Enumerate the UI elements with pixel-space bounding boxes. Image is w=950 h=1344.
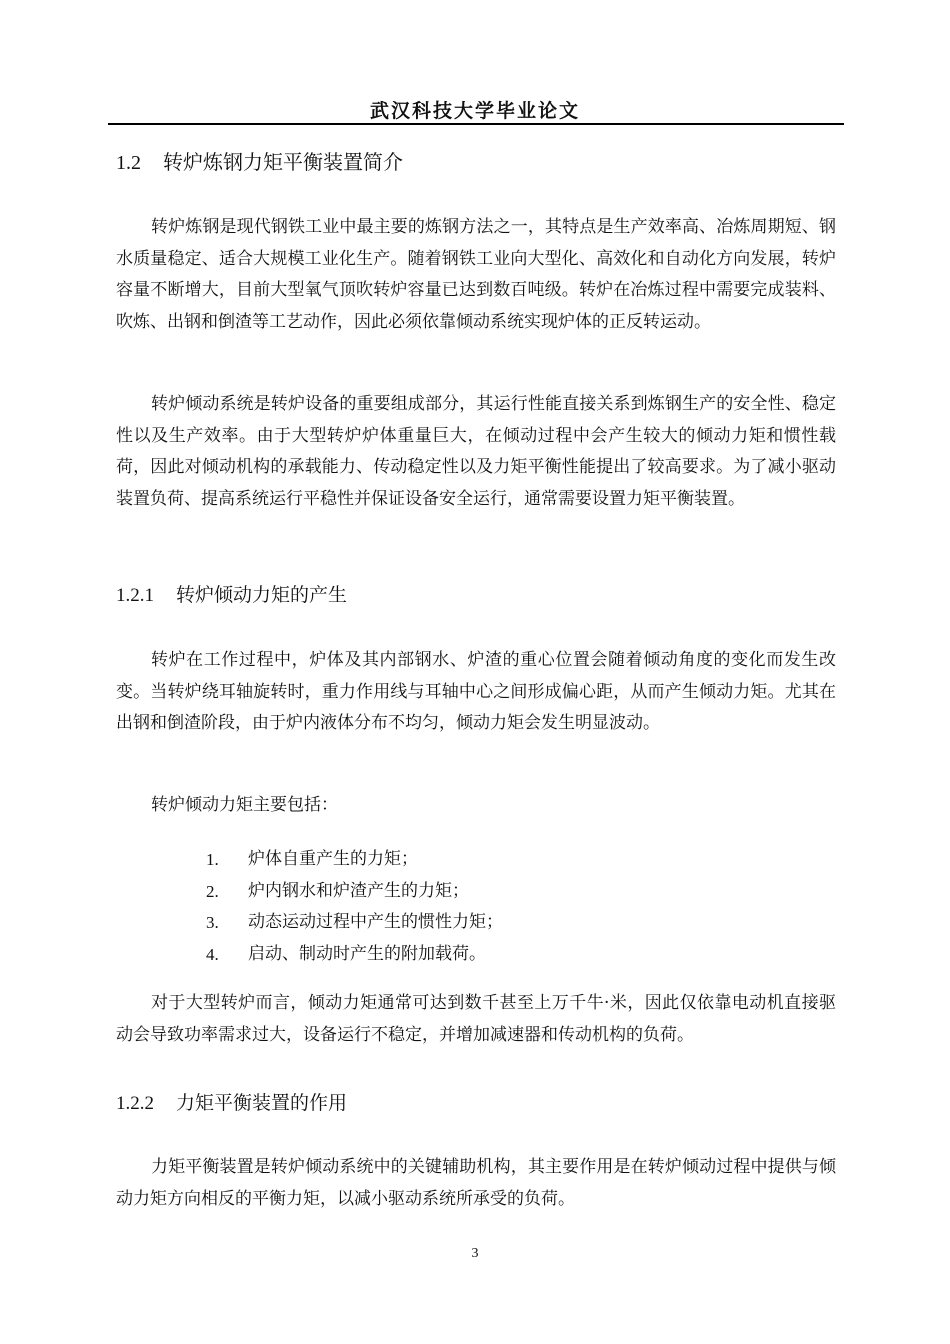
list-item-text: 启动、制动时产生的附加载荷。: [248, 943, 486, 964]
header-divider: [108, 123, 844, 125]
list-item-text: 动态运动过程中产生的惯性力矩；: [248, 912, 503, 932]
list-item-index: 2.: [206, 881, 219, 901]
list-item-text: 炉体自重产生的力矩；: [248, 849, 418, 869]
paragraph-intro-2: 转炉倾动系统是转炉设备的重要组成部分，其运行性能直接关系到炼钢生产的安全性、稳定性以及生产效率。由于大型转炉炉体重量巨大，在倾动过程中会产生较大的倾动力矩和惯性载荷，因此对倾动机构的承载能力、传动稳定性以及力矩平衡性能提出了较高要求。为了减小驱动装置负荷、提高系统运行平稳性并保证设备安全运行，通常需要设置力矩平衡装置。: [116, 394, 836, 509]
page-number: 3: [471, 1246, 479, 1261]
subsection-number-2: 1.2.2: [116, 1093, 154, 1114]
list-item: [206, 939, 503, 971]
subsection-heading-1: [116, 580, 347, 607]
list-item-index: 1.: [206, 850, 219, 869]
list-item-index: 4.: [206, 944, 219, 964]
list-item-index: 3.: [206, 913, 219, 932]
paragraph-intro-1: 转炉炼钢是现代钢铁工业中最主要的炼钢方法之一，其特点是生产效率高、冶炼周期短、钢水质量稳定、适合大规模工业化生产。随着钢铁工业向大型化、高效化和自动化方向发展，转炉容量不断增大，目前大型氧气顶吹转炉容量已达到数百吨级。转炉在冶炼过程中需要完成装料、吹炼、出钢和倒渣等工艺动作，因此必须依靠倾动系统实现炉体的正反转运动。: [116, 217, 836, 332]
subsection-number-1: 1.2.1: [116, 585, 154, 606]
list-item: [206, 907, 503, 939]
list-item: [206, 844, 503, 876]
subsection-heading-2: [116, 1088, 347, 1115]
section-title: 转炉炼钢力矩平衡装置简介: [163, 150, 403, 174]
paragraph-torque-2: 转炉倾动力矩主要包括：: [151, 795, 338, 815]
paragraph-torque-3: 对于大型转炉而言，倾动力矩通常可达到数千甚至上万千牛·米，因此仅依靠电动机直接驱动会导致功率需求过大，设备运行不稳定，并增加减速器和传动机构的负荷。: [116, 993, 836, 1045]
list-item-text: 炉内钢水和炉渣产生的力矩；: [248, 880, 469, 901]
torque-components-list: [206, 844, 503, 970]
subsection-title-1: 转炉倾动力矩的产生: [176, 584, 348, 606]
section-number: 1.2: [116, 152, 141, 174]
paragraph-balance-1: 力矩平衡装置是转炉倾动系统中的关键辅助机构，其主要作用是在转炉倾动过程中提供与倾动力矩方向相反的平衡力矩，以减小驱动系统所承受的负荷。: [116, 1157, 836, 1209]
list-item: [206, 876, 503, 908]
paragraph-torque-1: 转炉在工作过程中，炉体及其内部钢水、炉渣的重心位置会随着倾动角度的变化而发生改变。当转炉绕耳轴旋转时，重力作用线与耳轴中心之间形成偏心距，从而产生倾动力矩。尤其在出钢和倒渣阶段，由于炉内液体分布不均匀，倾动力矩会发生明显波动。: [116, 650, 836, 733]
section-heading: [116, 146, 403, 175]
running-header: 武汉科技大学毕业论文: [369, 100, 580, 122]
subsection-title-2: 力矩平衡装置的作用: [176, 1092, 348, 1114]
